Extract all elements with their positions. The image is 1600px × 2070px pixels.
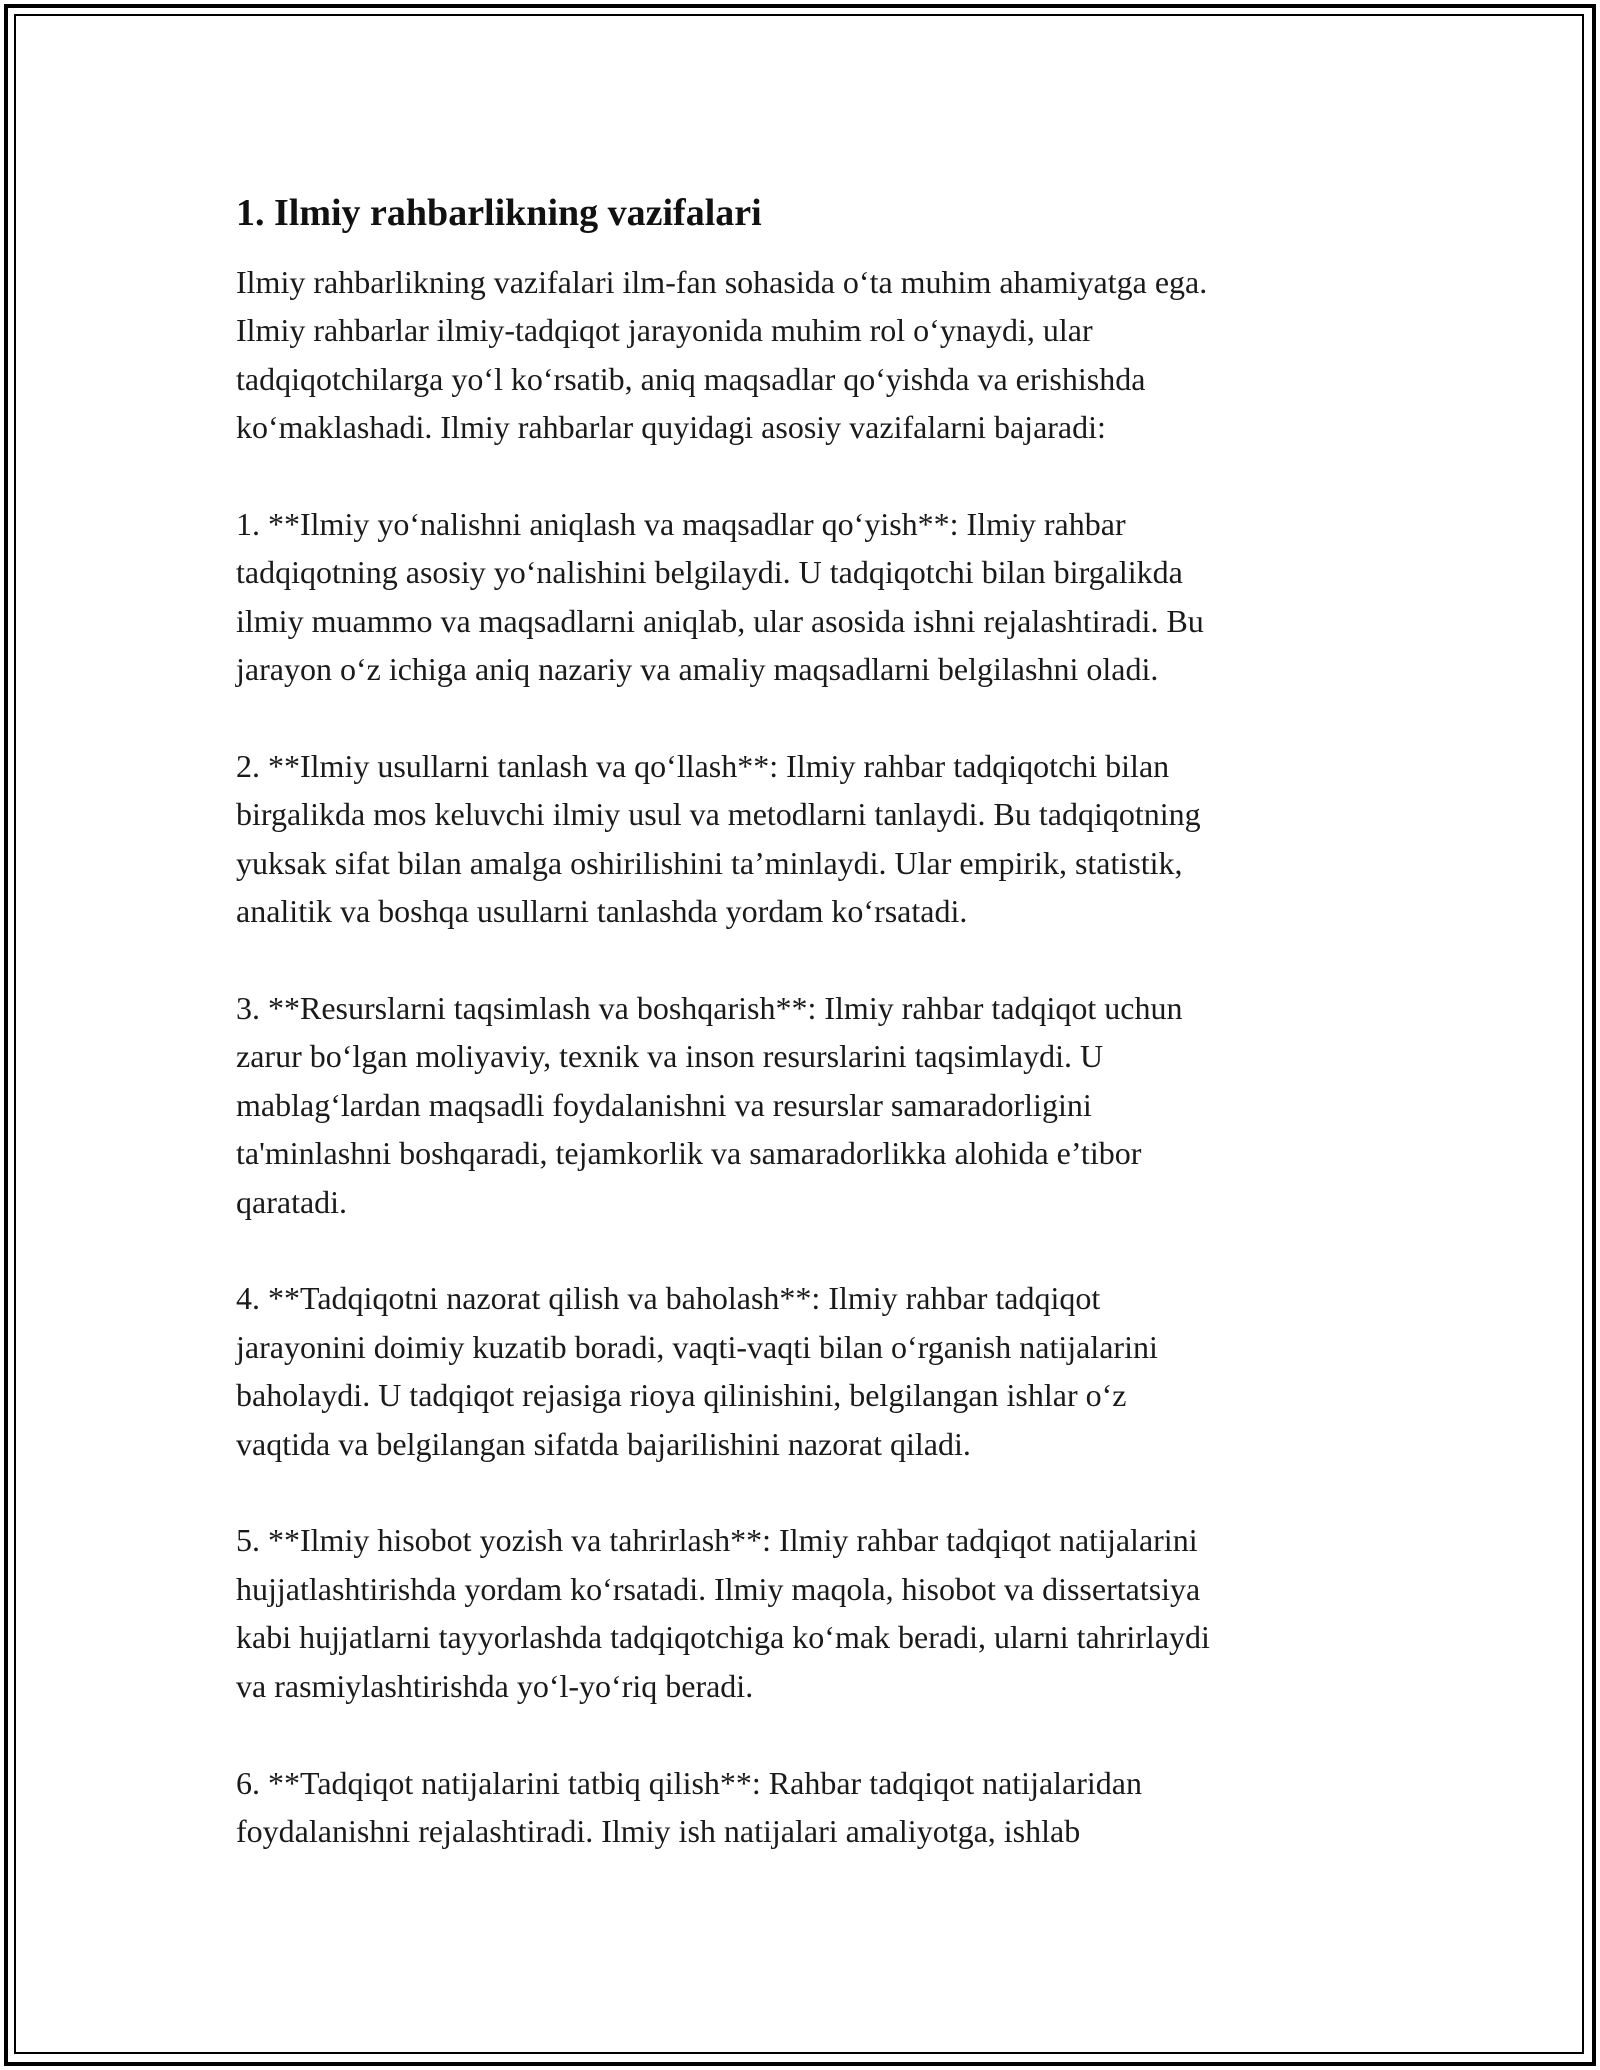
text-line: jarayon o‘z ichiga aniq nazariy va amaliy maqsadlarni belgilashni oladi. bbox=[236, 651, 1159, 688]
text-line: hujjatlashtirishda yordam ko‘rsatadi. Ilmiy maqola, hisobot va dissertatsiya bbox=[236, 1570, 1201, 1607]
text-line: analitik va boshqa usullarni tanlashda yordam ko‘rsatadi. bbox=[236, 893, 968, 930]
paragraph-item-3 bbox=[236, 984, 1366, 1226]
text-line: birgalikda mos keluvchi ilmiy usul va metodlarni tanlaydi. Bu tadqiqotning bbox=[236, 796, 1201, 833]
text-line: qaratadi. bbox=[236, 1183, 348, 1220]
text-line: 2. **Ilmiy usullarni tanlash va qo‘llash**: Ilmiy rahbar tadqiqotchi bilan bbox=[236, 748, 1170, 785]
text-line: ta'minlashni boshqaradi, tejamkorlik va samaradorlikka alohida e’tibor bbox=[236, 1135, 1142, 1172]
text-line: 5. **Ilmiy hisobot yozish va tahrirlash**: Ilmiy rahbar tadqiqot natijalarini bbox=[236, 1522, 1198, 1559]
text-line: ko‘maklashadi. Ilmiy rahbarlar quyidagi asosiy vazifalarni bajaradi: bbox=[236, 409, 1106, 446]
text-line: 1. **Ilmiy yo‘nalishni aniqlash va maqsadlar qo‘yish**: Ilmiy rahbar bbox=[236, 506, 1126, 543]
document-body bbox=[236, 186, 1366, 1904]
section-heading: 1. Ilmiy rahbarlikning vazifalari bbox=[236, 192, 762, 234]
text-line: 6. **Tadqiqot natijalarini tatbiq qilish**: Rahbar tadqiqot natijalaridan bbox=[236, 1764, 1142, 1801]
paragraph-item-2 bbox=[236, 742, 1366, 936]
text-line: Ilmiy rahbarlikning vazifalari ilm-fan sohasida o‘ta muhim ahamiyatga ega. bbox=[236, 264, 1208, 300]
text-line: ilmiy muammo va maqsadlarni aniqlab, ular asosida ishni rejalashtiradi. Bu bbox=[236, 602, 1204, 639]
text-line: 4. **Tadqiqotni nazorat qilish va baholash**: Ilmiy rahbar tadqiqot bbox=[236, 1280, 1101, 1317]
text-line: tadqiqotchilarga yo‘l ko‘rsatib, aniq maqsadlar qo‘yishda va erishishda bbox=[236, 360, 1146, 397]
text-line: baholaydi. U tadqiqot rejasiga rioya qilinishini, belgilangan ishlar o‘z bbox=[236, 1377, 1127, 1414]
paragraph-item-5 bbox=[236, 1516, 1366, 1710]
text-line: tadqiqotning asosiy yo‘nalishini belgilaydi. U tadqiqotchi bilan birgalikda bbox=[236, 554, 1183, 591]
paragraph-intro bbox=[236, 258, 1366, 452]
text-line: foydalanishni rejalashtiradi. Ilmiy ish natijalari amaliyotga, ishlab bbox=[236, 1812, 1081, 1849]
text-line: vaqtida va belgilangan sifatda bajarilishini nazorat qiladi. bbox=[236, 1425, 971, 1462]
text-line: jarayonini doimiy kuzatib boradi, vaqti-vaqti bilan o‘rganish natijalarini bbox=[236, 1328, 1158, 1365]
text-line: mablag‘lardan maqsadli foydalanishni va resurslar samaradorligini bbox=[236, 1086, 1092, 1123]
paragraph-item-1 bbox=[236, 500, 1366, 694]
paragraph-item-6 bbox=[236, 1759, 1366, 1856]
text-line: yuksak sifat bilan amalga oshirilishini ta’minlaydi. Ular empirik, statistik, bbox=[236, 844, 1183, 881]
paragraph-item-4 bbox=[236, 1274, 1366, 1468]
text-line: 3. **Resurslarni taqsimlash va boshqarish**: Ilmiy rahbar tadqiqot uchun bbox=[236, 990, 1183, 1027]
text-line: Ilmiy rahbarlar ilmiy-tadqiqot jarayonida muhim rol o‘ynaydi, ular bbox=[236, 312, 1093, 349]
text-line: kabi hujjatlarni tayyorlashda tadqiqotchiga ko‘mak beradi, ularni tahrirlaydi bbox=[236, 1619, 1210, 1656]
text-line: zarur bo‘lgan moliyaviy, texnik va inson resurslarini taqsimlaydi. U bbox=[236, 1038, 1104, 1075]
text-line: va rasmiylashtirishda yo‘l-yo‘riq beradi. bbox=[236, 1667, 754, 1704]
